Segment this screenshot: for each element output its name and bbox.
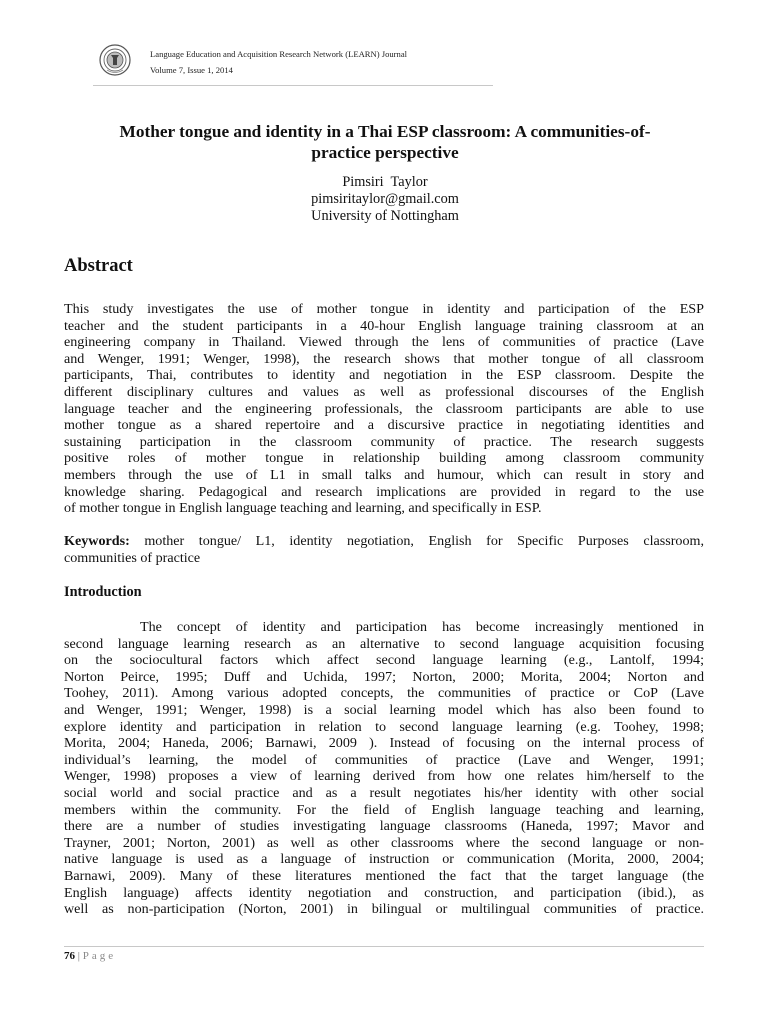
abstract-line: mother tongue as a shared repertoire and a discursive practice in negotiating identities and [64, 417, 704, 434]
abstract-line: sustaining participation in the classroom community of practice. The research suggests [64, 433, 704, 450]
abstract-line: knowledge sharing. Pedagogical and research implications are provided in regard to the use [64, 483, 704, 500]
abstract-body [64, 301, 704, 517]
intro-line: English language) affects identity negotiation and construction, and participation (ibid.), as [64, 884, 704, 901]
abstract-line: teacher and the student participants in a 40-hour English language training classroom at an [64, 317, 704, 334]
intro-line: explore identity and participation in relation to second language learning (e.g. Toohey, 1998; [64, 718, 704, 735]
footer-divider [64, 946, 704, 947]
keywords [64, 533, 704, 566]
abstract-line: participants, Thai, contributes to identity and negotiation in the ESP classroom. Despite the [64, 367, 704, 384]
title-line: practice perspective [311, 143, 459, 162]
intro-line: second language learning research as an alternative to second language acquisition focusing [64, 635, 704, 652]
intro-line: members within the community. For the field of English language teaching and learning, [64, 801, 704, 818]
article-title [70, 121, 700, 163]
author-affiliation: University of Nottingham [311, 208, 459, 224]
university-seal-icon [99, 44, 131, 76]
author-name: Pimsiri Taylor [342, 174, 428, 190]
journal-header [95, 40, 575, 84]
title-line: Mother tongue and identity in a Thai ESP classroom: A communities-of- [119, 122, 651, 141]
abstract-line: of mother tongue in English language teaching and learning, and specifically in ESP. [64, 500, 542, 517]
abstract-line: members through the use of L1 in small talks and humour, which can result in story and [64, 466, 704, 483]
page-footer [64, 950, 116, 962]
intro-line: Barnawi, 2009). Many of these literatures mentioned the fact that the target language (the [64, 867, 704, 884]
author-email[interactable]: pimsiritaylor@gmail.com [311, 191, 459, 207]
intro-line: Trayner, 2001; Norton, 2001) as well as other classrooms where the second language or non- [64, 834, 704, 851]
intro-line: Norton Peirce, 1995; Duff and Uchida, 1997; Norton, 2000; Morita, 2004; Norton and [64, 668, 704, 685]
intro-line: Morita, 2004; Haneda, 2006; Barnawi, 2009 ). Instead of focusing on the internal process of [64, 735, 704, 752]
intro-line: Toohey, 2011). Among various adopted concepts, the communities of practice or CoP (Lave [64, 685, 704, 702]
intro-line: and Wenger, 1991; Wenger, 1998) is a social learning model which has also been found to [64, 701, 704, 718]
intro-line: The concept of identity and participation has become increasingly mentioned in [140, 619, 704, 635]
intro-line: native language is used as a language of instruction or communication (Morita, 2000, 2004; [64, 851, 704, 868]
introduction-body [64, 619, 704, 918]
header-divider [93, 85, 493, 86]
abstract-line: different disciplinary cultures and values as well as professional discourses of the English [64, 383, 704, 400]
intro-line: individual’s learning, the model of communities of practice (Lave and Wenger, 1991; [64, 751, 704, 768]
keywords-line [64, 533, 704, 550]
intro-line: there are a number of studies investigating language classrooms (Haneda, 1997; Mavor and [64, 818, 704, 835]
abstract-line: and Wenger, 1991; Wenger, 1998), the research shows that mother tongue of all classroom [64, 350, 704, 367]
keywords-line: communities of practice [64, 549, 201, 566]
abstract-line: This study investigates the use of mother tongue in identity and participation of the ESP [64, 301, 704, 317]
page-separator: | [77, 950, 80, 962]
author-block [70, 174, 700, 225]
journal-volume: Volume 7, Issue 1, 2014 [150, 65, 233, 75]
intro-line: well as non-participation (Norton, 2001) in bilingual or multilingual communities of practice. [64, 901, 704, 918]
intro-line: on the sociocultural factors which affect second language learning (e.g., Lantolf, 1994; [64, 652, 704, 669]
introduction-heading: Introduction [64, 584, 142, 600]
page-label: Page [82, 950, 117, 962]
page-number: 76 [64, 950, 75, 962]
abstract-line: language teacher and the engineering professionals, the classroom participants are able to use [64, 400, 704, 417]
abstract-line: engineering company in Thailand. Viewed through the lens of communities of practice (Lave [64, 334, 704, 351]
journal-name: Language Education and Acquisition Research Network (LEARN) Journal [150, 49, 408, 59]
keywords-label: Keywords: [64, 533, 130, 549]
intro-line: social world and social practice and as a result negotiates his/her identity with other social [64, 784, 704, 801]
keywords-text: mother tongue/ L1, identity negotiation, English for Specific Purposes classroom, [129, 533, 704, 549]
intro-line: Wenger, 1998) proposes a view of learning derived from how one relates him/herself to the [64, 768, 704, 785]
abstract-heading: Abstract [64, 256, 133, 276]
abstract-line: positive roles of mother tongue in relationship building among classroom community [64, 450, 704, 467]
